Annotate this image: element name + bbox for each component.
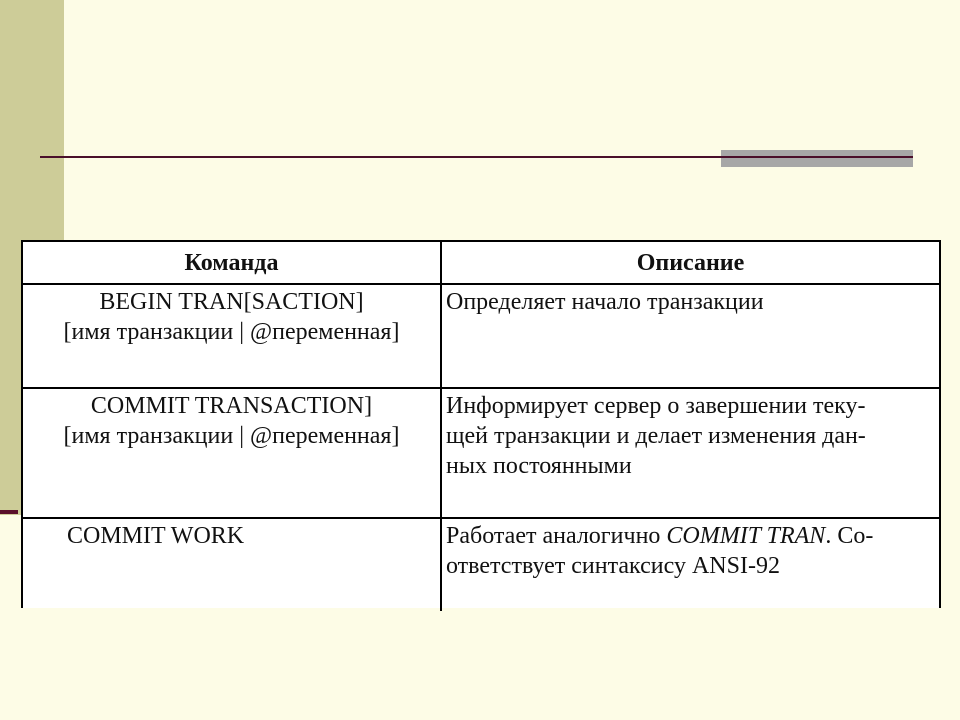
command-args: [имя транзакции | @переменная] (63, 423, 400, 449)
description-text-line2: щей транзакции и делает изменения дан- (446, 423, 866, 449)
transaction-commands-table (21, 240, 941, 608)
header-description: Описание (441, 242, 939, 284)
description-text-line2: ответствует синтаксису ANSI-92 (446, 553, 780, 579)
description-text-line1: Информирует сервер о завершении теку- (446, 393, 866, 419)
description-text-part2: . Со- (825, 523, 874, 549)
command-cell (23, 518, 441, 611)
table-row (23, 284, 939, 388)
description-cell (441, 518, 939, 611)
description-text-part1: Работает аналогично (446, 523, 667, 549)
description-cell (441, 284, 939, 388)
description-cell (441, 388, 939, 518)
table-row (23, 388, 939, 518)
command-args: [имя транзакции | @переменная] (63, 319, 400, 345)
description-text: Определяет начало транзакции (446, 289, 764, 315)
header-command: Команда (23, 242, 441, 284)
left-accent-tick (0, 510, 18, 514)
command-cell (23, 284, 441, 388)
title-accent-block (721, 150, 913, 167)
command-text: COMMIT WORK (67, 523, 245, 549)
table-row (23, 518, 939, 611)
description-text-italic: COMMIT TRAN (666, 523, 826, 549)
description-text-line3: ных постоянными (446, 453, 632, 479)
table-header-row (23, 242, 939, 284)
commands-table (23, 242, 939, 611)
description-text-line1 (446, 521, 935, 551)
command-cell (23, 388, 441, 518)
command-text: COMMIT TRANSACTION] (90, 393, 373, 419)
command-text: BEGIN TRAN[SACTION] (99, 289, 364, 315)
title-accent-line (721, 156, 913, 158)
